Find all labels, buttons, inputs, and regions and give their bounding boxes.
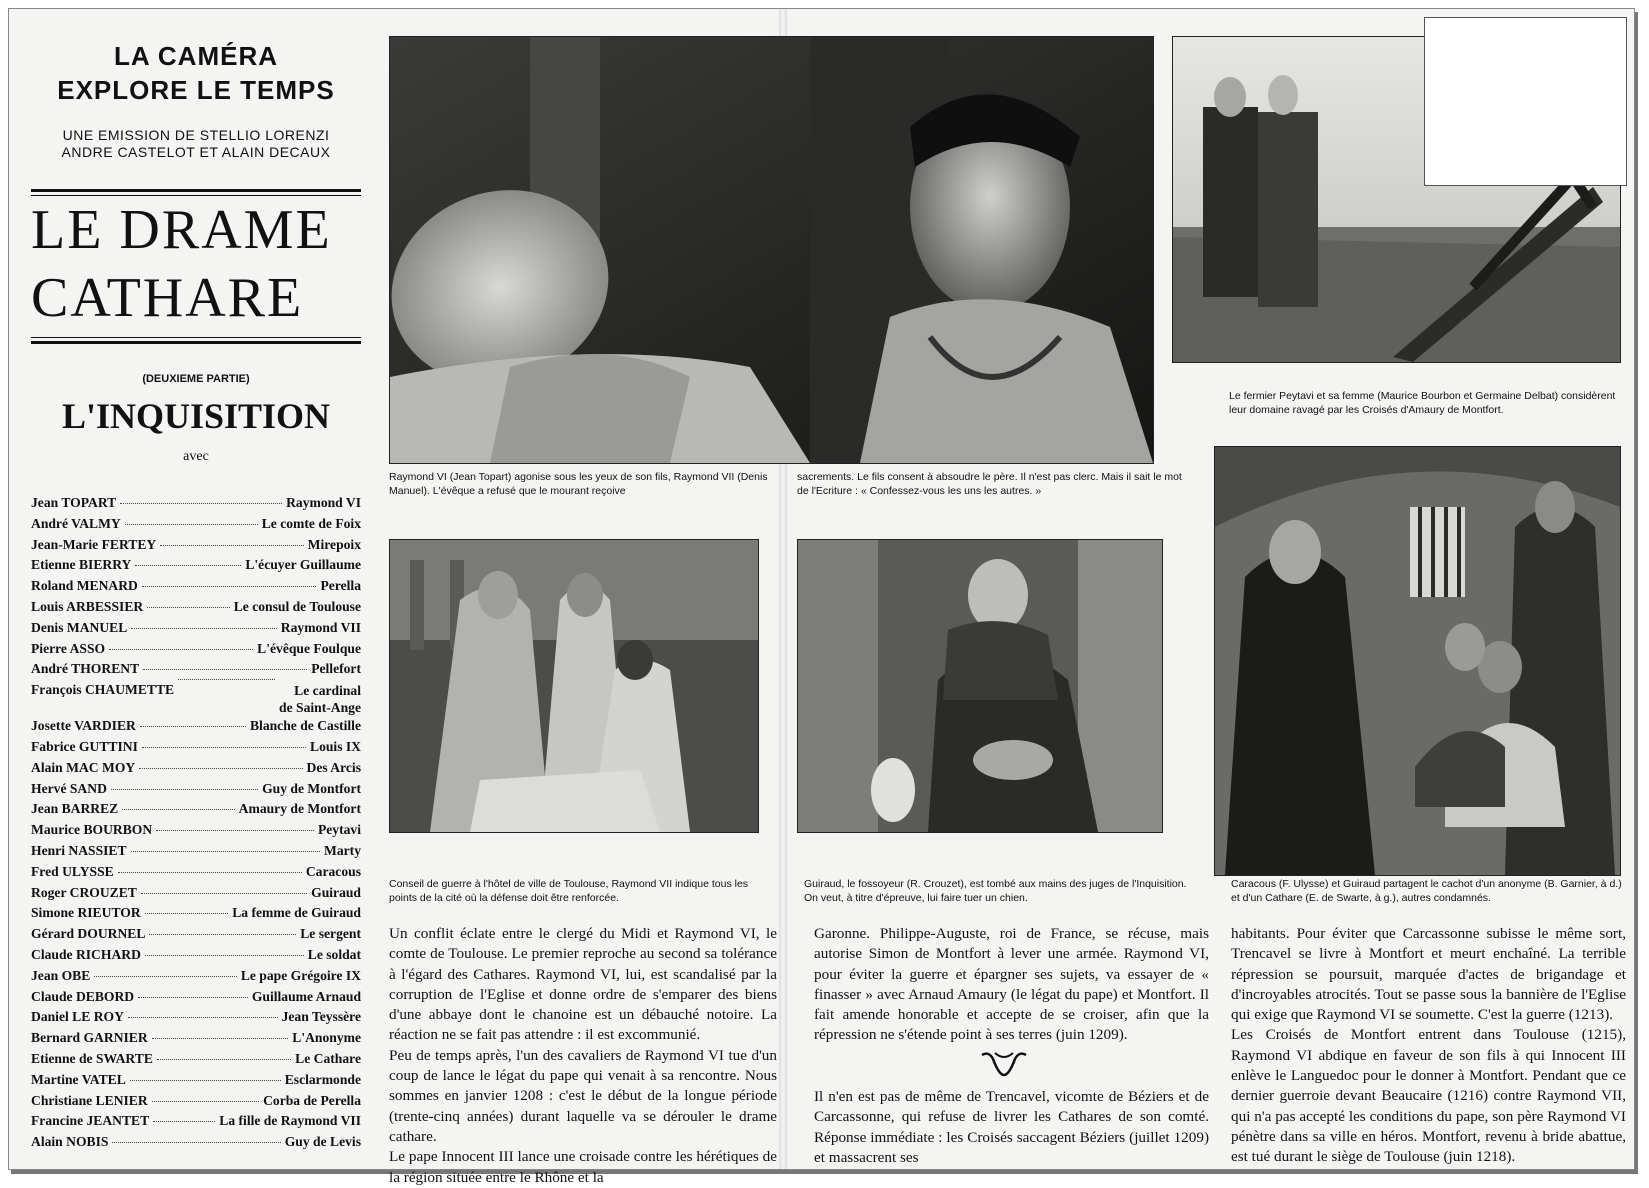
- photo-guiraud: [797, 539, 1163, 833]
- cast-actor: Pierre ASSO: [31, 640, 106, 656]
- dot-leader: [142, 747, 306, 748]
- cast-actor: André THORENT: [31, 661, 140, 677]
- cast-actor: Josette VARDIER: [31, 718, 136, 734]
- cast-role: Louis IX: [310, 738, 361, 754]
- title-bottom-rule: [31, 341, 361, 344]
- dot-leader: [109, 649, 253, 650]
- cast-role: Raymond VII: [280, 619, 361, 635]
- title-top-rule-thin: [31, 195, 361, 196]
- caption-conseil: Conseil de guerre à l'hôtel de ville de Toulouse, Raymond VII indique tous les points de la cité où la défense doit être renforcée.: [389, 878, 749, 904]
- article-col-3: [1231, 924, 1626, 1168]
- cast-actor: Hervé SAND: [31, 780, 107, 796]
- dot-leader: [152, 1101, 259, 1102]
- cast-row: [31, 537, 361, 558]
- cast-role: Mirepoix: [307, 536, 361, 552]
- cast-actor: Claude RICHARD: [31, 946, 141, 962]
- avec-label: avec: [183, 449, 209, 464]
- credit-line-1: UNE EMISSION DE STELLIO LORENZI: [62, 127, 330, 143]
- dot-leader: [120, 503, 282, 504]
- cast-row: [31, 1134, 361, 1155]
- article-paragraph: Les Croisés de Montfort entrent dans Toulouse (1215), Raymond VI abdique en faveur de son fils à qui Innocent III enlève le Languedoc pour le donner à Montfort. Pendant que ce dernier guerroie devant Beaucaire (1216) contre Raymond VII, qui n'a pas accepté les conditions du pape, son père Raymond VI pénètre dans sa ville en héros. Montfort, revenu à bride abattue, est tué durant le siège de Toulouse (juin 1218).: [1231, 1026, 1626, 1166]
- dot-leader: [149, 934, 296, 935]
- article-paragraph: Garonne. Philippe-Auguste, roi de France, se récuse, mais autorise Simon de Montfort à lever une armée. Raymond VI, pour éviter la guerre et épargner ses sujets, va essayer de « finasser » avec Arnaud Amaury (le légat du pape) et Montfort. Il fait amende honorable et accepte de se croiser, afin que la répression ne s'étende point à ses terres (juin 1209).: [814, 925, 1209, 1044]
- cast-role: La fille de Raymond VII: [219, 1113, 361, 1129]
- cast-actor: Jean BARREZ: [31, 801, 119, 817]
- kicker-line-1: LA CAMÉRA: [113, 41, 279, 71]
- dot-leader: [125, 524, 258, 525]
- title-bottom-rule-thin: [31, 337, 361, 338]
- cast-role: L'évêque Foulque: [257, 640, 361, 656]
- cast-row: [31, 578, 361, 599]
- cast-role: Raymond VI: [286, 495, 361, 510]
- article-col-1: [389, 924, 777, 1188]
- cast-row: [31, 718, 361, 739]
- cast-role: Le Cathare: [295, 1050, 361, 1066]
- ornament-divider-icon: [979, 1049, 1029, 1081]
- cast-row: [31, 926, 361, 947]
- cast-actor: Jean OBE: [31, 967, 91, 983]
- cast-role: Des Arcis: [306, 759, 361, 775]
- article-paragraph: Il n'en est pas de même de Trencavel, vicomte de Béziers et de Carcassonne, qui refuse de livrer les Cathares de son comté. Réponse immédiate : les Croisés saccagent Béziers (juillet 1209) et massacrent ses: [814, 1088, 1209, 1166]
- cast-row: [31, 1072, 361, 1093]
- cast-actor: Fabrice GUTTINI: [31, 738, 138, 754]
- dot-leader: [94, 976, 237, 977]
- cast-role: Jean Teyssère: [281, 1009, 361, 1025]
- dot-leader: [147, 607, 230, 608]
- dot-leader: [111, 789, 258, 790]
- cast-role: Le sergent: [300, 926, 361, 942]
- cast-role: Esclarmonde: [284, 1071, 361, 1087]
- dot-leader: [139, 768, 302, 769]
- dot-leader: [112, 1142, 280, 1143]
- article-paragraph: Peu de temps après, l'un des cavaliers de Raymond VI tue d'un coup de lance le légat du pape qui venait à sa rencontre. Nous sommes en janvier 1208 : c'est le début de la longue période (trente-cinq années) durant laquelle va se dérouler le drame cathare.: [389, 1046, 777, 1145]
- dot-leader: [142, 586, 317, 587]
- article-paragraph: habitants. Pour éviter que Carcassonne subisse le même sort, Trencavel se livre à Montfort et meurt enchaîné. La terrible répression se poursuit, marquée d'actes de brigandage et d'incroyables atrocités. Tout se passe sous la bannière de l'Eglise qui exige que Raymond VI se soumette. C'est la guerre (1213).: [1231, 925, 1626, 1024]
- cast-actor: Martine VATEL: [31, 1071, 126, 1087]
- cast-actor: André VALMY: [31, 515, 121, 531]
- cast-actor: Henri NASSIET: [31, 842, 127, 858]
- cast-role: L'écuyer Guillaume: [245, 557, 361, 573]
- title-top-rule: [31, 189, 361, 192]
- photo-raymond-deathbed-image: [390, 37, 1153, 463]
- cast-actor: Denis MANUEL: [31, 619, 128, 635]
- cast-row: [31, 1051, 361, 1072]
- dot-leader: [141, 893, 307, 894]
- photo-caracous-image: [1215, 447, 1620, 875]
- dot-leader: [140, 726, 246, 727]
- dot-leader: [130, 1080, 281, 1081]
- cast-actor: Maurice BOURBON: [31, 822, 153, 838]
- cast-actor: Jean TOPART: [31, 495, 117, 510]
- cast-row: [31, 495, 361, 516]
- caption-peytavi: Le fermier Peytavi et sa femme (Maurice Bourbon et Germaine Delbat) considèrent leur domaine ravagé par les Croisés d'Amaury de Montfort.: [1229, 390, 1616, 416]
- dot-leader: [131, 851, 320, 852]
- cast-actor: Christiane LENIER: [31, 1092, 148, 1108]
- cast-role: Guy de Montfort: [262, 780, 361, 796]
- cast-actor: Roger CROUZET: [31, 884, 137, 900]
- cast-actor: Alain NOBIS: [31, 1134, 109, 1150]
- cast-row: [31, 822, 361, 843]
- cast-row: [31, 947, 361, 968]
- dot-leader: [128, 1017, 278, 1018]
- credit-line-2: ANDRE CASTELOT ET ALAIN DECAUX: [61, 144, 331, 160]
- cast-role: Guy de Levis: [284, 1134, 361, 1150]
- photo-caracous: [1214, 446, 1621, 876]
- cast-row: [31, 1093, 361, 1114]
- article-paragraph: Le pape Innocent III lance une croisade contre les hérétiques de la région située entre le Rhône et la: [389, 1148, 777, 1186]
- dot-leader: [131, 628, 277, 629]
- cast-row: [31, 801, 361, 822]
- cast-row: [31, 641, 361, 662]
- cast-role-line: Le cardinal: [294, 683, 361, 699]
- photo-conseil-image: [390, 540, 758, 832]
- photo-raymond-deathbed: [389, 36, 1154, 464]
- cast-role-line: de Saint-Ange: [279, 700, 361, 716]
- dot-leader: [153, 1121, 215, 1122]
- dot-leader: [122, 809, 234, 810]
- main-title-line-1: LE DRAME: [31, 199, 332, 261]
- main-title-line-2: CATHARE: [31, 267, 304, 329]
- cast-row: [31, 599, 361, 620]
- caption-guiraud: Guiraud, le fossoyeur (R. Crouzet), est tombé aux mains des juges de l'Inquisition. On veut, à titre d'épreuve, lui faire tuer un chien.: [804, 878, 1187, 904]
- cast-row: [31, 843, 361, 864]
- cast-row: [31, 885, 361, 906]
- cast-list: [31, 495, 361, 1155]
- dot-leader: [118, 872, 302, 873]
- cast-row: [31, 781, 361, 802]
- cast-row: [31, 864, 361, 885]
- dot-leader: [138, 997, 248, 998]
- subtitle: L'INQUISITION: [61, 396, 331, 436]
- cast-row: [31, 760, 361, 781]
- cast-role: Peytavi: [317, 822, 361, 838]
- caption-raymond-right: sacrements. Le fils consent à absoudre le père. Il n'est pas clerc. Mais il sait le mot de l'Ecriture : « Confessez-vous les uns les autres. »: [797, 471, 1182, 497]
- cast-row: [31, 739, 361, 760]
- cast-actor: Simone RIEUTOR: [31, 905, 141, 921]
- dot-leader: [178, 679, 275, 680]
- cast-actor: Louis ARBESSIER: [31, 598, 144, 614]
- cast-actor: Etienne de SWARTE: [31, 1050, 153, 1066]
- cast-role: Le soldat: [307, 946, 361, 962]
- cast-actor: Francine JEANTET: [31, 1113, 150, 1129]
- dot-leader: [143, 669, 307, 670]
- cast-actor: Fred ULYSSE: [31, 863, 114, 879]
- kicker-line-2: EXPLORE LE TEMPS: [57, 75, 335, 105]
- cast-role: Guiraud: [311, 884, 361, 900]
- caption-caracous: Caracous (F. Ulysse) et Guiraud partagent le cachot d'un anonyme (B. Garnier, à d.) et d'un Cathare (E. de Swarte, à g.), autres condamnés.: [1231, 878, 1622, 904]
- photo-conseil: [389, 539, 759, 833]
- cast-role: Le pape Grégoire IX: [240, 967, 361, 983]
- photo-guiraud-image: [798, 540, 1162, 832]
- cast-row: [31, 516, 361, 537]
- dot-leader: [156, 830, 314, 831]
- cast-role: Le consul de Toulouse: [233, 598, 361, 614]
- cast-actor: Roland MENARD: [31, 578, 138, 594]
- part-label: (DEUXIEME PARTIE): [142, 373, 250, 385]
- cast-actor: Daniel LE ROY: [31, 1009, 124, 1025]
- cast-actor: Claude DEBORD: [31, 988, 135, 1004]
- dot-leader: [145, 955, 304, 956]
- cast-actor: Alain MAC MOY: [31, 759, 136, 775]
- cast-actor: Bernard GARNIER: [31, 1030, 148, 1046]
- cast-row: [31, 1009, 361, 1030]
- cast-role: Marty: [324, 842, 361, 858]
- cast-actor: François CHAUMETTE: [31, 682, 175, 698]
- article-paragraph: Un conflit éclate entre le clergé du Midi et Raymond VI, le comte de Toulouse. Le premier reproche au second sa tolérance à l'égard des Cathares. Raymond VI, lui, est scandalisé par la corruption de l'Eglise et donne ordre de s'emparer des biens d'une abbaye dont le chanoine est un débauché notoire. La réaction ne se fait pas attendre : il est excommunié.: [389, 925, 777, 1044]
- cast-actor: Jean-Marie FERTEY: [31, 536, 157, 552]
- dot-leader: [145, 913, 229, 914]
- magazine-spread: [8, 8, 1635, 1186]
- dot-leader: [157, 1059, 291, 1060]
- cast-role: Blanche de Castille: [249, 718, 361, 734]
- dot-leader: [160, 545, 303, 546]
- cast-row: [31, 968, 361, 989]
- cast-row: [31, 682, 361, 718]
- cast-role: Guillaume Arnaud: [251, 988, 361, 1004]
- blank-box: [1424, 17, 1627, 186]
- article-col-2: [814, 924, 1209, 1046]
- cast-role: Corba de Perella: [263, 1092, 361, 1108]
- cast-role: [279, 682, 361, 716]
- cast-role: Caracous: [305, 863, 361, 879]
- cast-actor: Etienne BIERRY: [31, 557, 132, 573]
- cast-row: [31, 1030, 361, 1051]
- cast-role: Pellefort: [311, 661, 361, 677]
- cast-row: [31, 989, 361, 1010]
- cast-row: [31, 557, 361, 578]
- cast-actor: Gérard DOURNEL: [31, 926, 146, 942]
- caption-raymond-left: Raymond VI (Jean Topart) agonise sous les yeux de son fils, Raymond VII (Denis Manuel). L'évêque a refusé que le mourant reçoive: [389, 471, 768, 497]
- cast-role: L'Anonyme: [292, 1030, 361, 1046]
- article-col-2b: [814, 1087, 1209, 1168]
- dot-leader: [152, 1038, 289, 1039]
- cast-role: Amaury de Montfort: [238, 801, 361, 817]
- cast-row: [31, 1113, 361, 1134]
- cast-role: Perella: [320, 578, 361, 594]
- cast-row: [31, 905, 361, 926]
- cast-role: Le comte de Foix: [261, 515, 361, 531]
- dot-leader: [135, 565, 241, 566]
- cast-row: [31, 620, 361, 641]
- cast-role: La femme de Guiraud: [232, 905, 361, 921]
